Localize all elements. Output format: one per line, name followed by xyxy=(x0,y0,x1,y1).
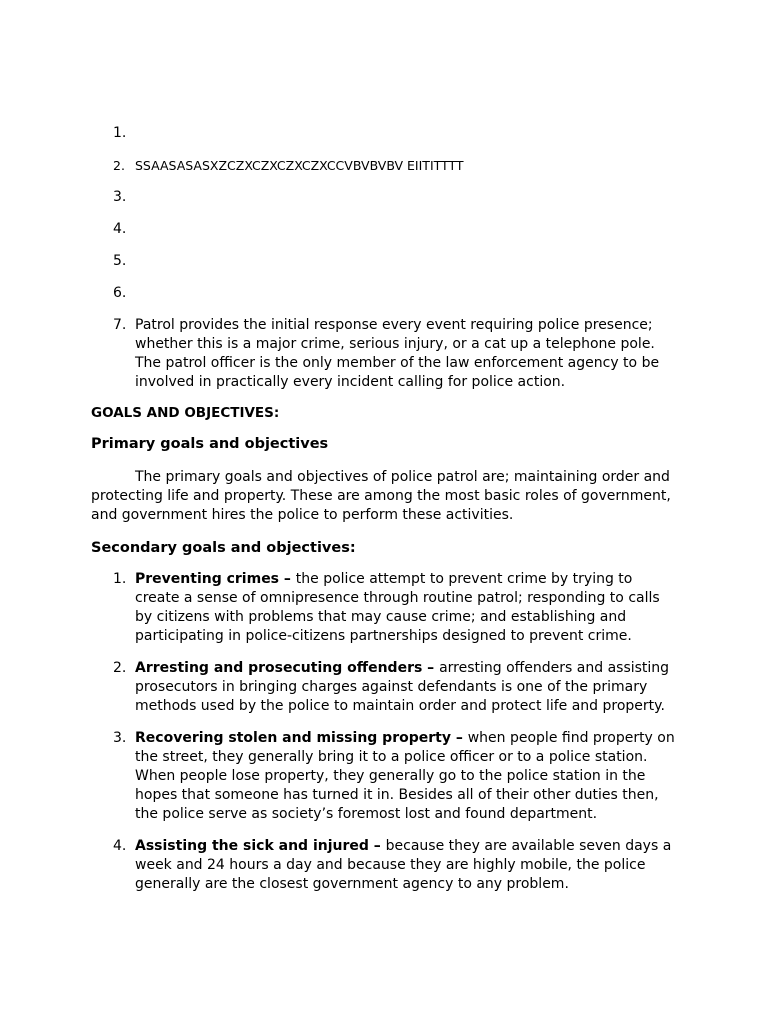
list-item xyxy=(0,252,768,271)
numbered-list xyxy=(0,124,768,405)
list-item xyxy=(0,729,768,824)
list-number: 7. xyxy=(113,317,127,333)
list-item-text: when people find property on the street, they generally bring it to a police officer or to a police station. When people lose property, they generally go to the police station in the hopes that someone has turned it in. Besides all of their other duties then, the police serve as society’s foremost lost and found department. xyxy=(135,730,675,822)
primary-goals-paragraph: The primary goals and objectives of police patrol are; maintaining order and protecting life and property. These are among the most basic roles of government, and government hires the police to perform these activities. xyxy=(91,469,671,523)
list-item xyxy=(0,124,768,143)
list-item xyxy=(0,316,768,392)
list-item-text: the police attempt to prevent crime by trying to create a sense of omnipresence through routine patrol; responding to calls by citizens with problems that may cause crime; and establishing and participating in police-citizens partnerships designed to prevent crime. xyxy=(135,571,660,644)
secondary-goals-heading: Secondary goals and objectives: xyxy=(91,540,356,556)
list-number: 3. xyxy=(113,189,127,205)
list-item-lead: Arresting and prosecuting offenders – xyxy=(135,660,440,676)
list-item xyxy=(0,188,768,207)
list-number: 4. xyxy=(113,838,127,854)
secondary-goals-list xyxy=(0,570,768,907)
list-item-lead: Assisting the sick and injured – xyxy=(135,838,386,854)
primary-goals-heading: Primary goals and objectives xyxy=(91,436,329,452)
list-number: 4. xyxy=(113,221,127,237)
list-item xyxy=(0,659,768,716)
list-item xyxy=(0,837,768,894)
list-number: 2. xyxy=(113,660,127,676)
list-number: 6. xyxy=(113,285,127,301)
list-number: 1. xyxy=(113,125,127,141)
list-item-text: because they are available seven days a week and 24 hours a day and because they are highly mobile, the police generally are the closest government agency to any problem. xyxy=(135,838,672,892)
list-number: 5. xyxy=(113,253,127,269)
list-number: 2. xyxy=(113,158,125,173)
goals-heading: GOALS AND OBJECTIVES: xyxy=(91,405,280,421)
list-item-text: Patrol provides the initial response every event requiring police presence; whether this is a major crime, serious injury, or a cat up a telephone pole. The patrol officer is the only member of the law enforcement agency to be involved in practically every incident calling for police action. xyxy=(135,317,660,390)
list-item xyxy=(0,284,768,303)
list-item xyxy=(0,570,768,646)
list-item-lead: Preventing crimes – xyxy=(135,571,296,587)
list-item-lead: Recovering stolen and missing property – xyxy=(135,730,468,746)
list-item xyxy=(0,156,768,175)
list-item-text: SSAASASASXZCZXCZXCZXCZXCCVBVBVBV EIITITTTT xyxy=(135,158,464,173)
list-item xyxy=(0,220,768,239)
list-number: 1. xyxy=(113,571,127,587)
list-number: 3. xyxy=(113,730,127,746)
list-item-text: arresting offenders and assisting prosecutors in bringing charges against defendants is one of the primary methods used by the police to maintain order and protect life and property. xyxy=(135,660,670,714)
